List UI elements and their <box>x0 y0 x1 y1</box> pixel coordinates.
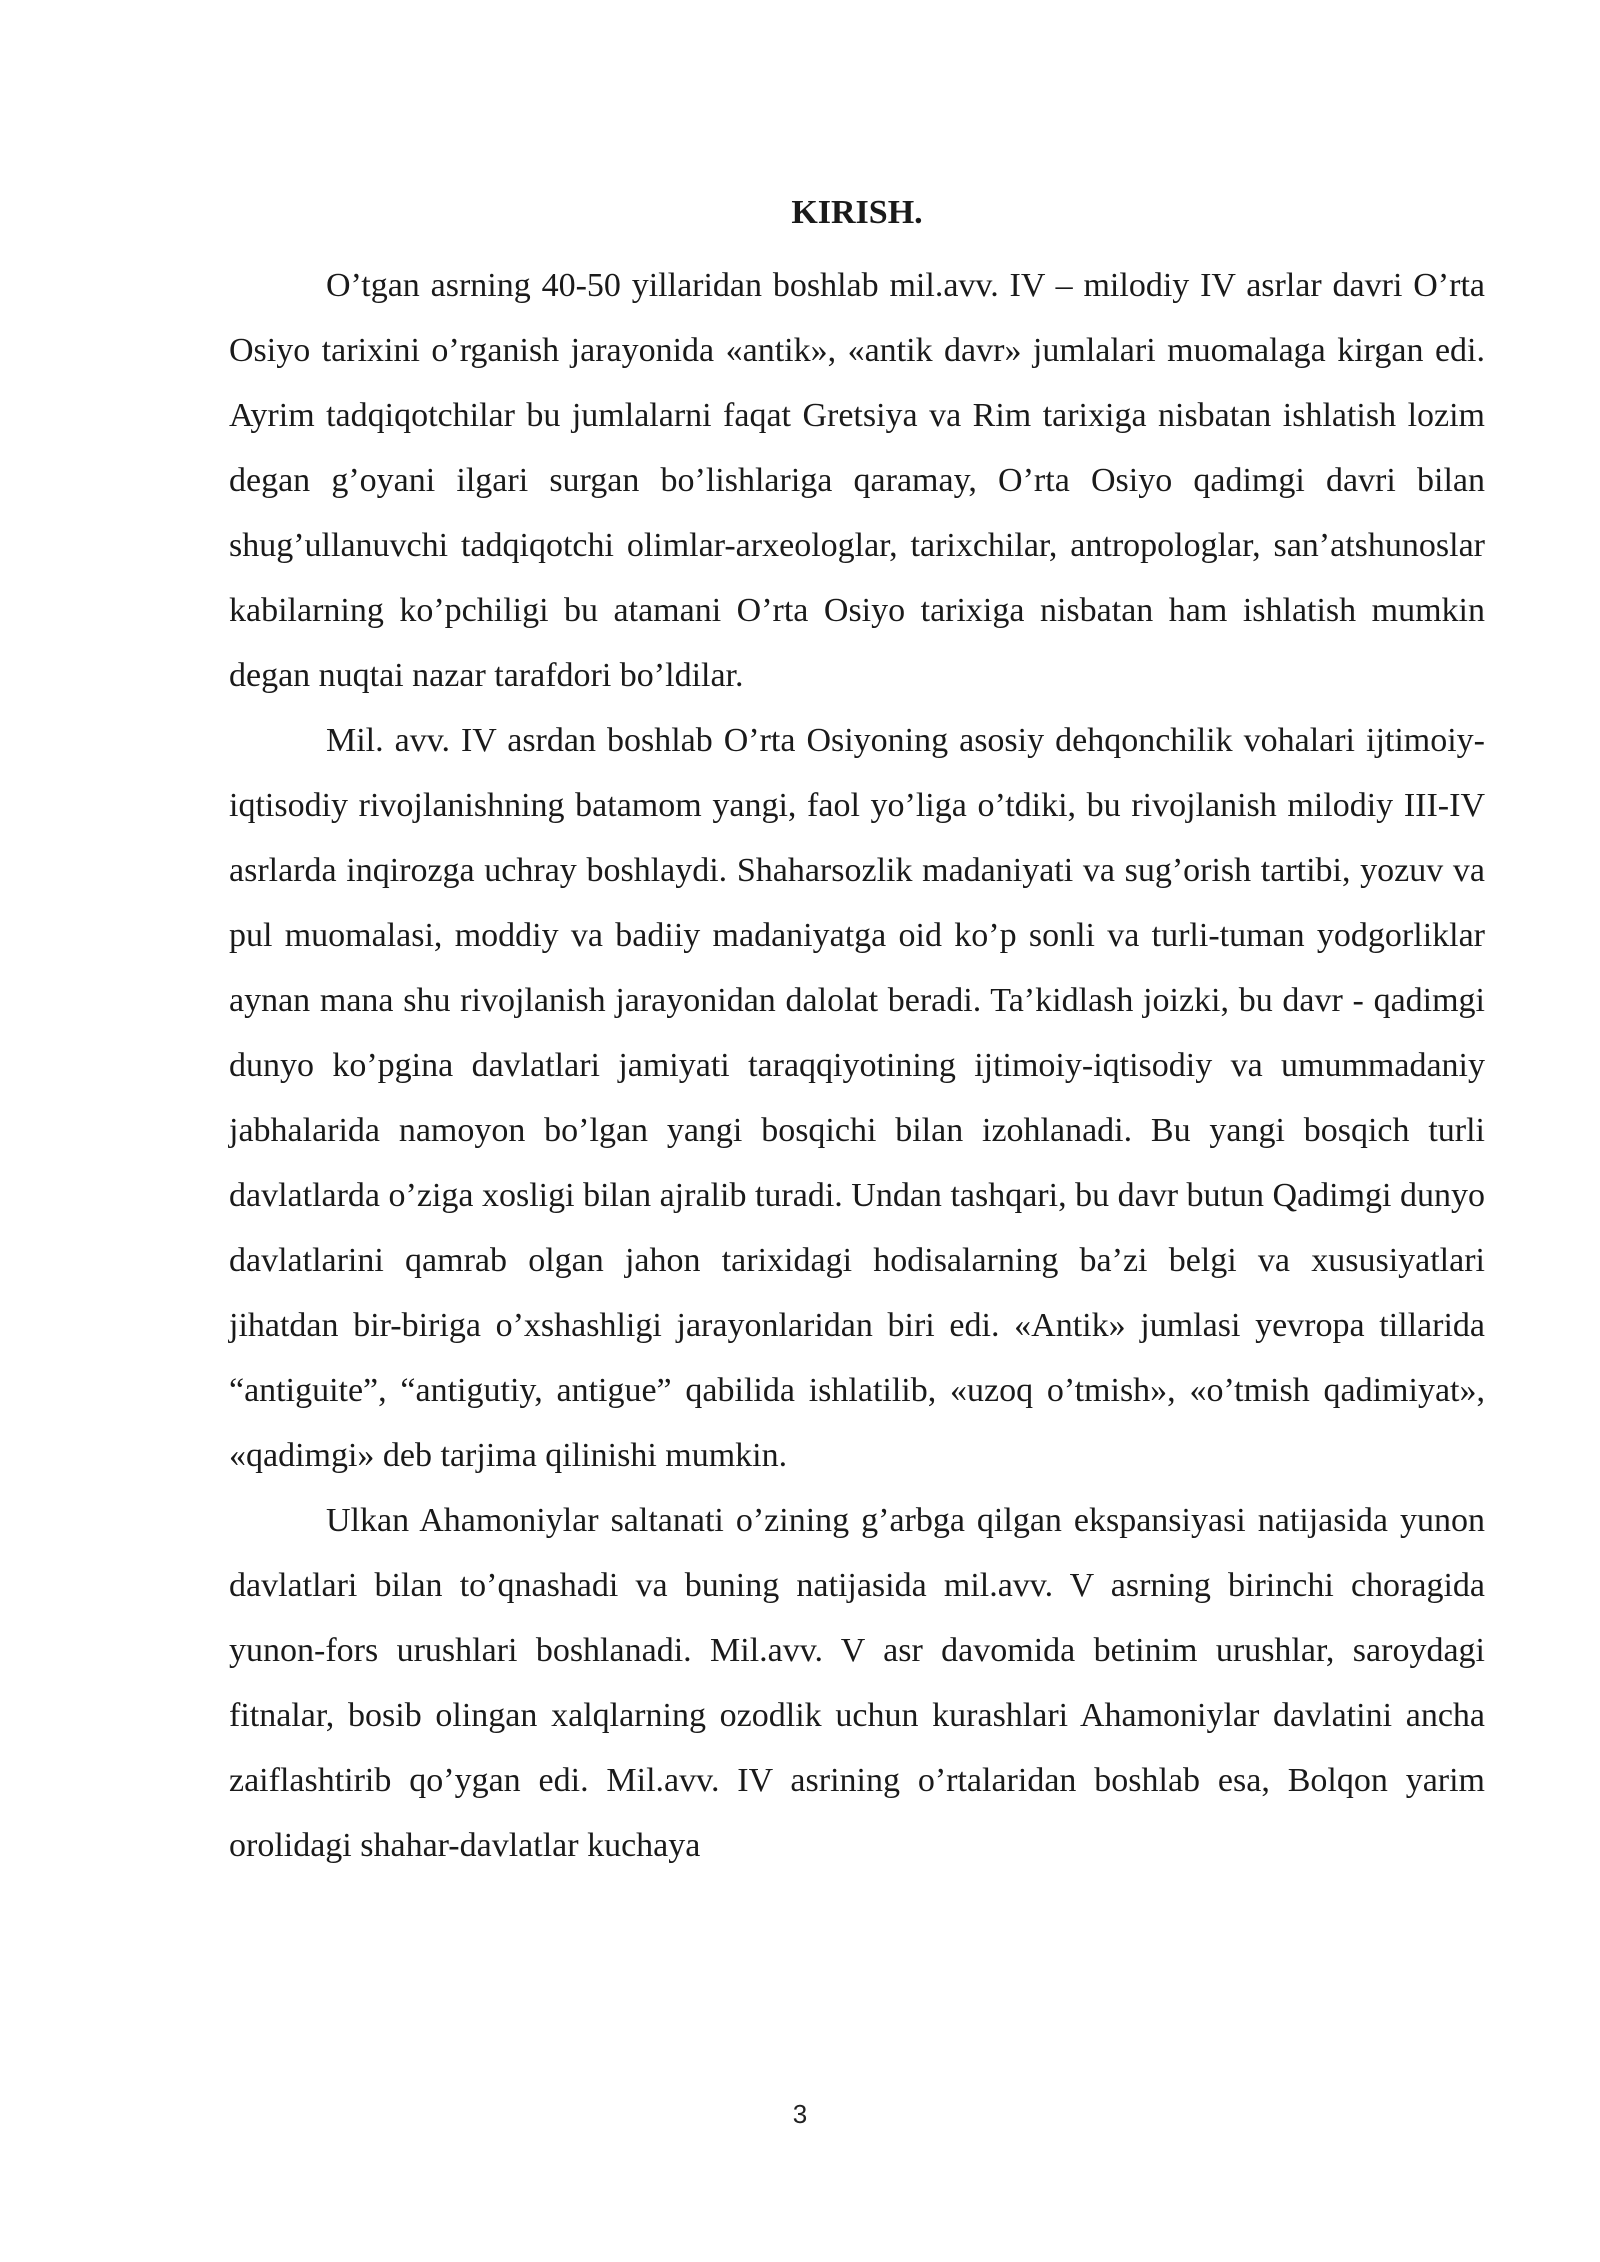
page-title: KIRISH. <box>791 194 923 231</box>
paragraph-2: Mil. avv. IV asrdan boshlab O’rta Osiyoning asosiy dehqonchilik vohalari ijtimoiy-iqtisodiy rivojlanishning batamom yangi, faol yo’liga o’tdiki, bu rivojlanish milodiy III-IV asrlarda inqirozga uchray boshlaydi. Shaharsozlik madaniyati va sug’orish tartibi, yozuv va pul muomalasi, moddiy va badiiy madaniyatga oid ko’p sonli va turli-tuman yodgorliklar aynan mana shu rivojlanish jarayonidan dalolat beradi. Ta’kidlash joizki, bu davr - qadimgi dunyo ko’pgina davlatlari jamiyati taraqqiyotining ijtimoiy-iqtisodiy va umummadaniy jabhalarida namoyon bo’lgan yangi bosqichi bilan izohlanadi. Bu yangi bosqich turli davlatlarda o’ziga xosligi bilan ajralib turadi. Undan tashqari, bu davr butun Qadimgi dunyo davlatlarini qamrab olgan jahon tarixidagi hodisalarning ba’zi belgi va xususiyatlari jihatdan bir-biriga o’xshashligi jarayonlaridan biri edi. «Antik» jumlasi yevropa tillarida “antiguite”, “antigutiy, antigue” qabilida ishlatilib, «uzoq o’tmish», «o’tmish qadimiyat», «qadimgi» deb tarjima qilinishi mumkin. <box>229 722 1485 1474</box>
paragraph-3: Ulkan Ahamoniylar saltanati o’zining g’arbga qilgan ekspansiyasi natijasida yunon davlatlari bilan to’qnashadi va buning natijasida mil.avv. V asrning birinchi choragida yunon-fors urushlari boshlanadi. Mil.avv. V asr davomida betinim urushlar, saroydagi fitnalar, bosib olingan xalqlarning ozodlik uchun kurashlari Ahamoniylar davlatini ancha zaiflashtirib qo’ygan edi. Mil.avv. IV asrining o’rtalaridan boshlab esa, Bolqon yarim orolidagi shahar-davlatlar kuchaya <box>229 1502 1485 1864</box>
page-content <box>229 188 1485 1878</box>
paragraph-1: O’tgan asrning 40-50 yillaridan boshlab mil.avv. IV – milodiy IV asrlar davri O’rta Osiyo tarixini o’rganish jarayonida «antik», «antik davr» jumlalari muomalaga kirgan edi. Ayrim tadqiqotchilar bu jumlalarni faqat Gretsiya va Rim tarixiga nisbatan ishlatish lozim degan g’oyani ilgari surgan bo’lishlariga qaramay, O’rta Osiyo qadimgi davri bilan shug’ullanuvchi tadqiqotchi olimlar-arxeologlar, tarixchilar, antropologlar, san’atshunoslar kabilarning ko’pchiligi bu atamani O’rta Osiyo tarixiga nisbatan ham ishlatish mumkin degan nuqtai nazar tarafdori bo’ldilar. <box>229 267 1485 694</box>
page-number: 3 <box>792 2099 808 2129</box>
